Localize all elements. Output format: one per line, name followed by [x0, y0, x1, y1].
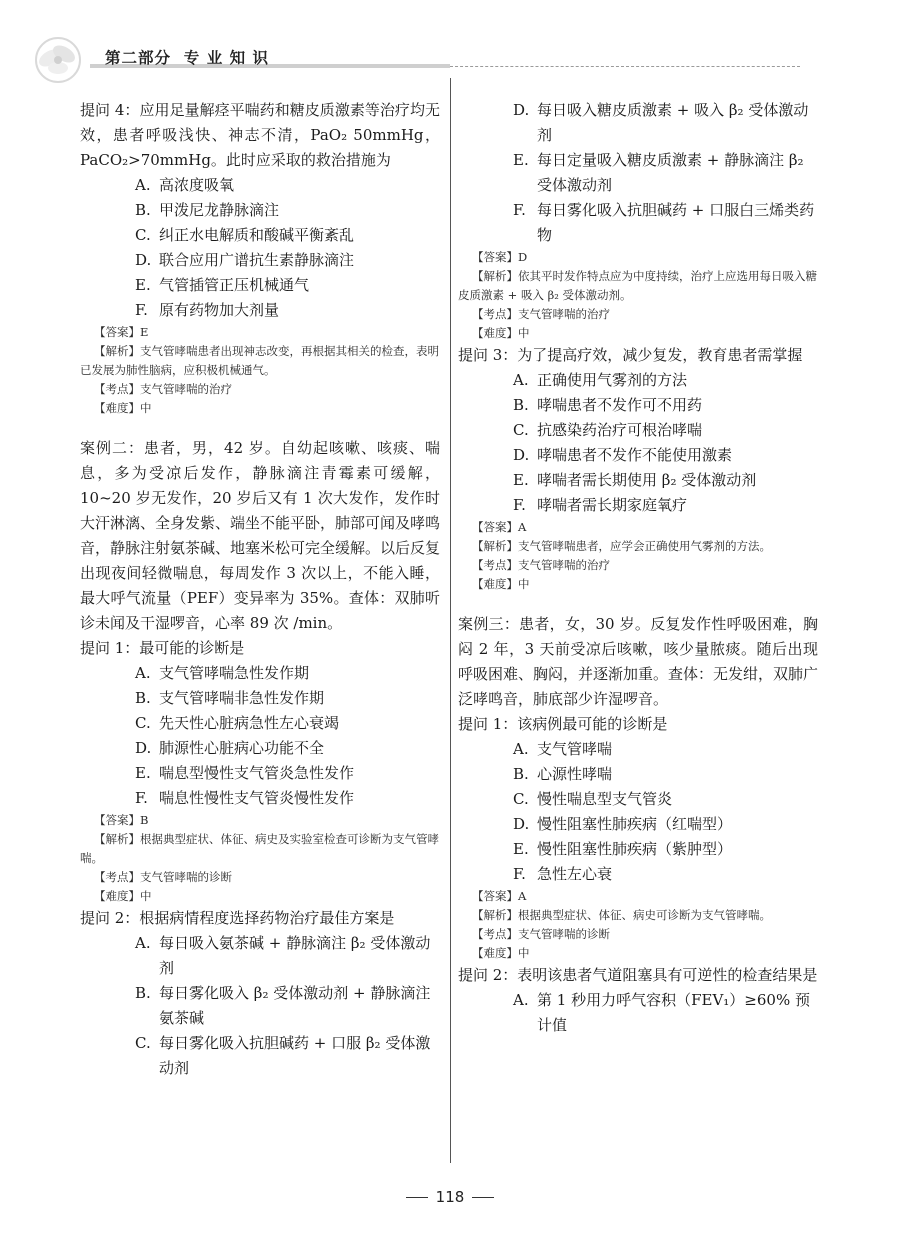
option: C. 先天性心脏病急性左心衰竭: [135, 714, 340, 732]
option-list: [80, 661, 440, 811]
exam-point: 【考点】支气管哮喘的诊断: [94, 870, 232, 884]
question-text: 提问 3：为了提高疗效，减少复发，教育患者需掌握: [458, 346, 803, 364]
question-text: 提问 1：最可能的诊断是: [80, 639, 245, 657]
exam-point: 【考点】支气管哮喘的治疗: [472, 558, 610, 572]
section-title: 第二部分 专 业 知 识: [105, 49, 269, 67]
analysis: 【解析】依其平时发作特点应为中度持续，治疗上应选用每日吸入糖皮质激素 + 吸入 β₂ 受体激动剂。: [458, 269, 817, 302]
option-list: [458, 98, 818, 248]
option: B. 哮喘患者不发作可不用药: [513, 396, 703, 414]
analysis: 【解析】支气管哮喘患者，应学会正确使用气雾剂的方法。: [472, 539, 771, 553]
question-text: 提问 4：应用足量解痉平喘药和糖皮质激素等治疗均无效，患者呼吸浅快、神志不清，PaO₂ 50mmHg，PaCO₂>70mmHg。此时应采取的救治措施为: [80, 101, 440, 169]
option: F. 急性左心衰: [513, 865, 613, 883]
option-list: [80, 931, 440, 1081]
option: E. 喘息型慢性支气管炎急性发作: [135, 764, 355, 782]
option: A. 高浓度吸氧: [135, 176, 235, 194]
header-dashed-rule: [450, 66, 800, 67]
exam-point: 【考点】支气管哮喘的诊断: [472, 927, 610, 941]
answer: 【答案】B: [94, 813, 149, 827]
option: D. 肺源性心脏病心功能不全: [135, 739, 325, 757]
option: D. 哮喘患者不发作不能使用激素: [513, 446, 733, 464]
flower-logo-icon: [30, 28, 100, 88]
option: A. 第 1 秒用力呼气容积（FEV₁）≥60% 预计值: [513, 991, 810, 1034]
option: E. 哮喘者需长期使用 β₂ 受体激动剂: [513, 471, 757, 489]
option: E. 每日定量吸入糖皮质激素 + 静脉滴注 β₂ 受体激动剂: [513, 151, 804, 194]
option: C. 慢性喘息型支气管炎: [513, 790, 673, 808]
left-column: [80, 98, 440, 1081]
question-text: 提问 1：该病例最可能的诊断是: [458, 715, 668, 733]
case-description: 案例二：患者，男，42 岁。自幼起咳嗽、咳痰、喘息，多为受凉后发作，静脉滴注青霉素可缓解，10~20 岁无发作，20 岁后又有 1 次大发作，发作时大汗淋漓、全身发紫、端坐不能平卧，肺部可闻及哮鸣音，静脉注射氨茶碱、地塞米松可完全缓解。以后反复出现夜间轻微喘息，每周发作 3 次以上，不能入睡，最大呼气流量（PEF）变异率为 35%。查体：双肺听诊未闻及干湿啰音，心率 89 次 /min。: [80, 439, 441, 632]
page-footer: [0, 1188, 900, 1206]
right-column: [458, 98, 818, 1038]
difficulty: 【难度】中: [472, 946, 530, 960]
option: C. 每日雾化吸入抗胆碱药 + 口服 β₂ 受体激动剂: [135, 1034, 431, 1077]
option: A. 每日吸入氨茶碱 + 静脉滴注 β₂ 受体激动剂: [135, 934, 431, 977]
option: F. 每日雾化吸入抗胆碱药 + 口服白三烯类药物: [513, 201, 815, 244]
option: D. 每日吸入糖皮质激素 + 吸入 β₂ 受体激动剂: [513, 101, 809, 144]
option: D. 联合应用广谱抗生素静脉滴注: [135, 251, 355, 269]
option: B. 心源性哮喘: [513, 765, 613, 783]
option-list: [458, 737, 818, 887]
option: C. 抗感染药治疗可根治哮喘: [513, 421, 703, 439]
option: A. 正确使用气雾剂的方法: [513, 371, 688, 389]
option: F. 原有药物加大剂量: [135, 301, 280, 319]
page-header: [30, 28, 800, 88]
analysis: 【解析】根据典型症状、体征、病史可诊断为支气管哮喘。: [472, 908, 771, 922]
answer: 【答案】A: [472, 889, 527, 903]
analysis: 【解析】支气管哮喘患者出现神志改变，再根据其相关的检查，表明已发展为肺性脑病，应积极机械通气。: [80, 344, 439, 377]
option-list: [458, 988, 818, 1038]
answer: 【答案】D: [472, 250, 528, 264]
exam-point: 【考点】支气管哮喘的治疗: [94, 382, 232, 396]
option-list: [458, 368, 818, 518]
difficulty: 【难度】中: [472, 326, 530, 340]
case-description: 案例三：患者，女，30 岁。反复发作性呼吸困难，胸闷 2 年，3 天前受凉后咳嗽，咳少量脓痰。随后出现呼吸困难、胸闷，并逐渐加重。查体：无发绀，双肺广泛哮鸣音，肺底部少许湿啰音。: [458, 615, 819, 708]
footer-rule-left: [406, 1197, 428, 1198]
option: B. 甲泼尼龙静脉滴注: [135, 201, 280, 219]
answer: 【答案】A: [472, 520, 527, 534]
option: E. 气管插管正压机械通气: [135, 276, 310, 294]
difficulty: 【难度】中: [94, 401, 152, 415]
analysis: 【解析】根据典型症状、体征、病史及实验室检查可诊断为支气管哮喘。: [80, 832, 439, 865]
option: D. 慢性阻塞性肺疾病（红喘型）: [513, 815, 733, 833]
column-divider: [450, 78, 451, 1163]
exam-point: 【考点】支气管哮喘的治疗: [472, 307, 610, 321]
option: B. 支气管哮喘非急性发作期: [135, 689, 325, 707]
option-list: [80, 173, 440, 323]
option: A. 支气管哮喘: [513, 740, 613, 758]
option: A. 支气管哮喘急性发作期: [135, 664, 310, 682]
option: F. 喘息性慢性支气管炎慢性发作: [135, 789, 355, 807]
option: E. 慢性阻塞性肺疾病（紫肿型）: [513, 840, 733, 858]
page-number: 118: [435, 1188, 465, 1206]
question-text: 提问 2：根据病情程度选择药物治疗最佳方案是: [80, 909, 395, 927]
question-text: 提问 2：表明该患者气道阻塞具有可逆性的检查结果是: [458, 966, 818, 984]
option: B. 每日雾化吸入 β₂ 受体激动剂 + 静脉滴注氨茶碱: [135, 984, 431, 1027]
option: F. 哮喘者需长期家庭氧疗: [513, 496, 688, 514]
footer-rule-right: [472, 1197, 494, 1198]
difficulty: 【难度】中: [94, 889, 152, 903]
difficulty: 【难度】中: [472, 577, 530, 591]
answer: 【答案】E: [94, 325, 149, 339]
option: C. 纠正水电解质和酸碱平衡紊乱: [135, 226, 355, 244]
